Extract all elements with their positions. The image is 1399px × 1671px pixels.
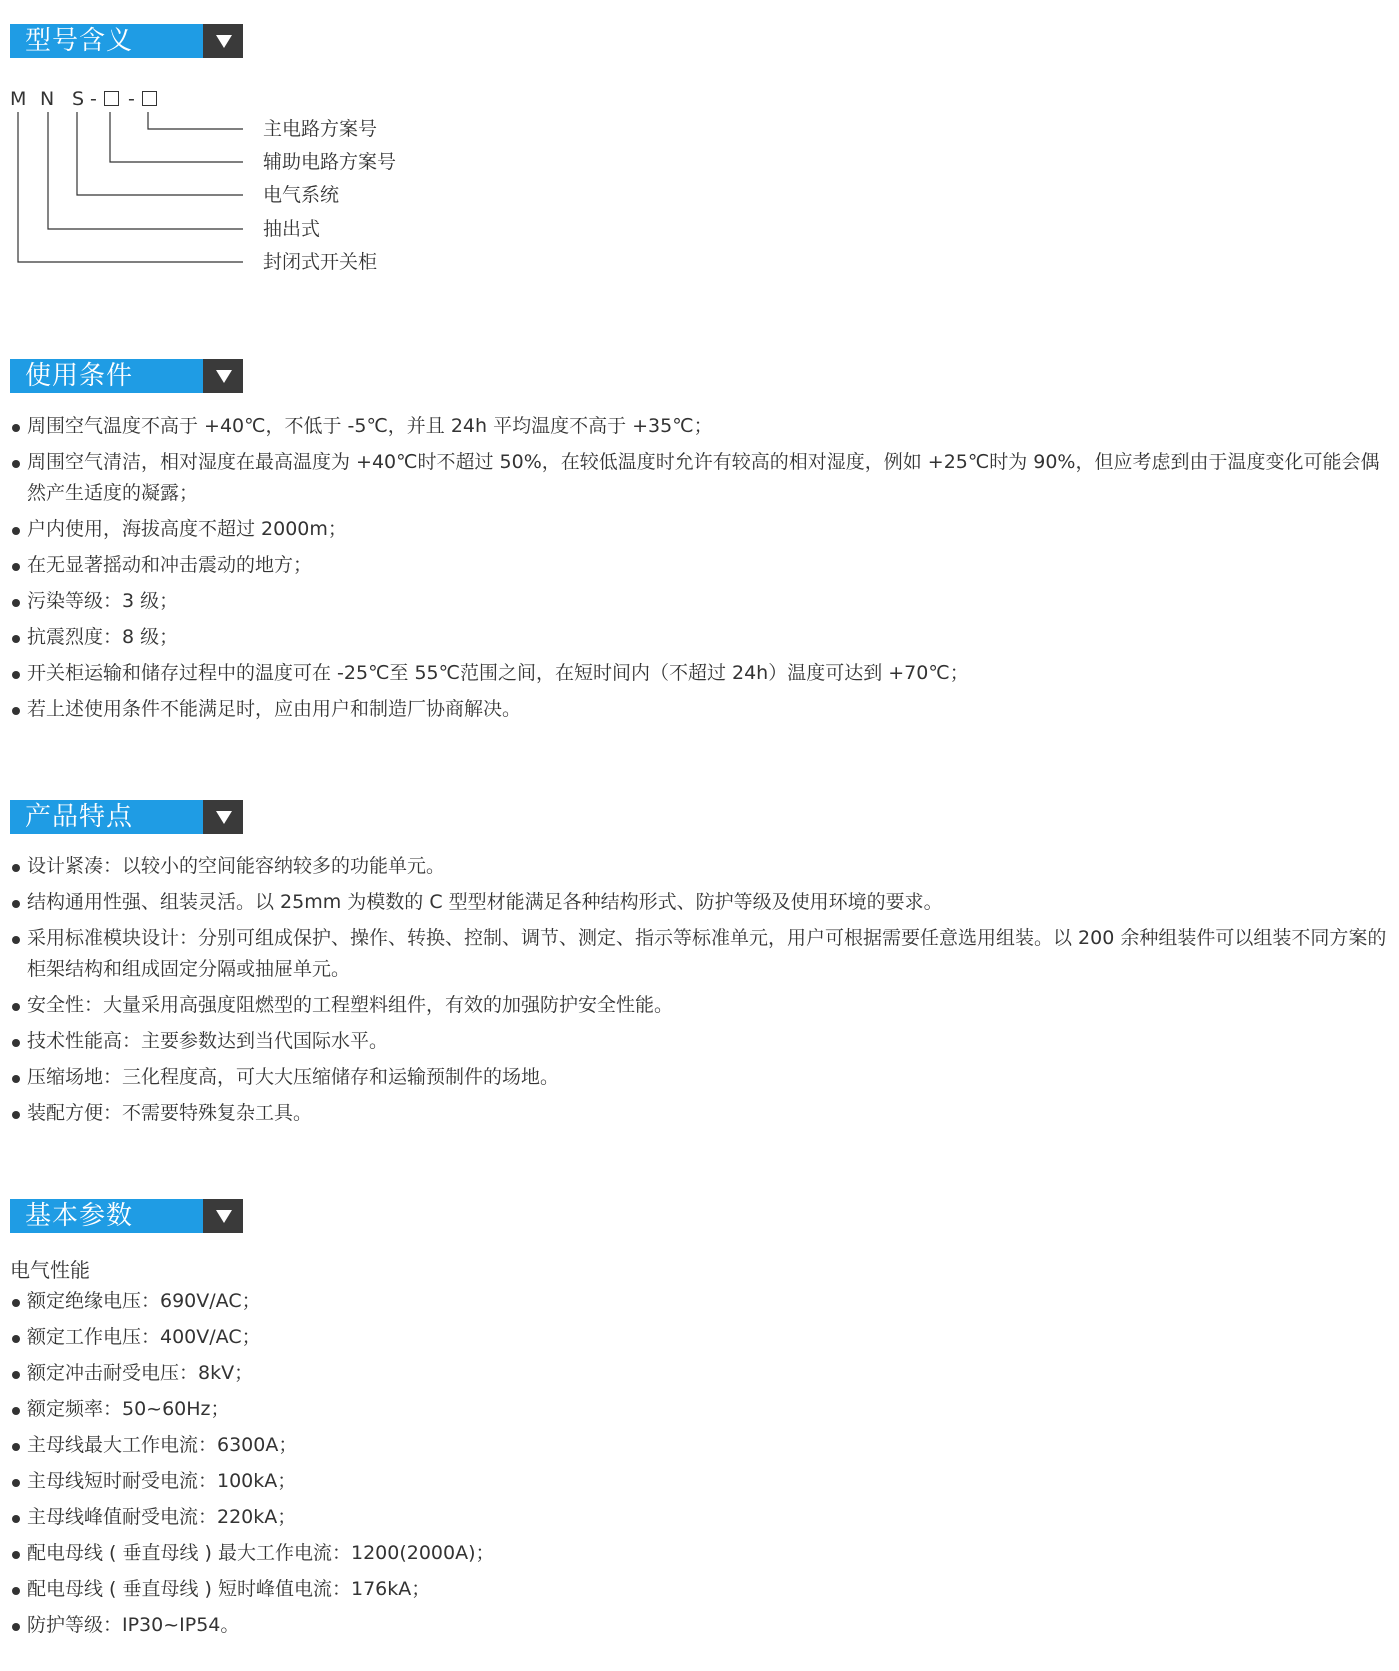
section-title: 使用条件 bbox=[10, 359, 203, 393]
triangle-down-icon bbox=[203, 359, 243, 393]
list-item: 开关柜运输和储存过程中的温度可在 -25℃至 55℃范围之间，在短时间内（不超过 24h）温度可达到 +70℃； bbox=[10, 658, 1395, 689]
list-item: 结构通用性强、组装灵活。以 25mm 为模数的 C 型型材能满足各种结构形式、防护等级及使用环境的要求。 bbox=[10, 887, 1395, 918]
triangle-down-icon bbox=[203, 1199, 243, 1233]
list-item: 抗震烈度：8 级； bbox=[10, 622, 1395, 653]
params-subheading: 电气性能 bbox=[10, 1258, 90, 1282]
model-code bbox=[10, 88, 190, 110]
model-dash: - bbox=[90, 88, 97, 110]
diagram-label: 电气系统 bbox=[263, 184, 340, 206]
list-item: 防护等级：IP30~IP54。 bbox=[10, 1610, 1395, 1641]
list-item: 额定冲击耐受电压：8kV； bbox=[10, 1358, 1395, 1389]
section-title: 基本参数 bbox=[10, 1199, 203, 1233]
diagram-label: 抽出式 bbox=[263, 218, 321, 240]
diagram-label: 辅助电路方案号 bbox=[263, 151, 397, 173]
placeholder-box-icon bbox=[142, 91, 157, 106]
list-item: 安全性：大量采用高强度阻燃型的工程塑料组件，有效的加强防护安全性能。 bbox=[10, 990, 1395, 1021]
list-item: 额定绝缘电压：690V/AC； bbox=[10, 1286, 1395, 1317]
list-item: 装配方便：不需要特殊复杂工具。 bbox=[10, 1098, 1395, 1129]
list-item: 在无显著摇动和冲击震动的地方； bbox=[10, 550, 1395, 581]
list-item: 配电母线 ( 垂直母线 ) 最大工作电流：1200(2000A)； bbox=[10, 1538, 1395, 1569]
placeholder-box-icon bbox=[104, 91, 119, 106]
list-item: 设计紧凑：以较小的空间能容纳较多的功能单元。 bbox=[10, 851, 1395, 882]
list-item: 额定频率：50~60Hz； bbox=[10, 1394, 1395, 1425]
model-letter-n: N bbox=[40, 88, 55, 110]
section-header-features bbox=[10, 800, 243, 834]
list-item: 采用标准模块设计：分别可组成保护、操作、转换、控制、调节、测定、指示等标准单元，用户可根据需要任意选用组装。以 200 余种组装件可以组装不同方案的柜架结构和组成固定分隔或抽屉单元。 bbox=[10, 923, 1395, 985]
list-item: 技术性能高：主要参数达到当代国际水平。 bbox=[10, 1026, 1395, 1057]
features-list bbox=[10, 851, 1395, 1134]
list-item: 配电母线 ( 垂直母线 ) 短时峰值电流：176kA； bbox=[10, 1574, 1395, 1605]
section-header-params bbox=[10, 1199, 243, 1233]
list-item: 户内使用，海拔高度不超过 2000m； bbox=[10, 514, 1395, 545]
list-item: 主母线短时耐受电流：100kA； bbox=[10, 1466, 1395, 1497]
triangle-down-icon bbox=[203, 24, 243, 58]
model-dash: - bbox=[128, 88, 135, 110]
list-item: 周围空气清洁，相对湿度在最高温度为 +40℃时不超过 50%，在较低温度时允许有较高的相对湿度，例如 +25℃时为 90%，但应考虑到由于温度变化可能会偶然产生适度的凝露； bbox=[10, 447, 1395, 509]
model-letter-m: M bbox=[10, 88, 27, 110]
list-item: 压缩场地：三化程度高，可大大压缩储存和运输预制件的场地。 bbox=[10, 1062, 1395, 1093]
section-header-model bbox=[10, 24, 243, 58]
list-item: 主母线峰值耐受电流：220kA； bbox=[10, 1502, 1395, 1533]
section-title: 型号含义 bbox=[10, 24, 203, 58]
model-letter-s: S bbox=[72, 88, 85, 110]
list-item: 主母线最大工作电流：6300A； bbox=[10, 1430, 1395, 1461]
diagram-label: 封闭式开关柜 bbox=[263, 251, 378, 273]
diagram-label: 主电路方案号 bbox=[263, 118, 378, 140]
conditions-list bbox=[10, 411, 1395, 730]
params-list bbox=[10, 1286, 1395, 1646]
section-header-conditions bbox=[10, 359, 243, 393]
list-item: 周围空气温度不高于 +40℃，不低于 -5℃，并且 24h 平均温度不高于 +35℃； bbox=[10, 411, 1395, 442]
list-item: 额定工作电压：400V/AC； bbox=[10, 1322, 1395, 1353]
list-item: 污染等级：3 级； bbox=[10, 586, 1395, 617]
triangle-down-icon bbox=[203, 800, 243, 834]
section-title: 产品特点 bbox=[10, 800, 203, 834]
list-item: 若上述使用条件不能满足时，应由用户和制造厂协商解决。 bbox=[10, 694, 1395, 725]
